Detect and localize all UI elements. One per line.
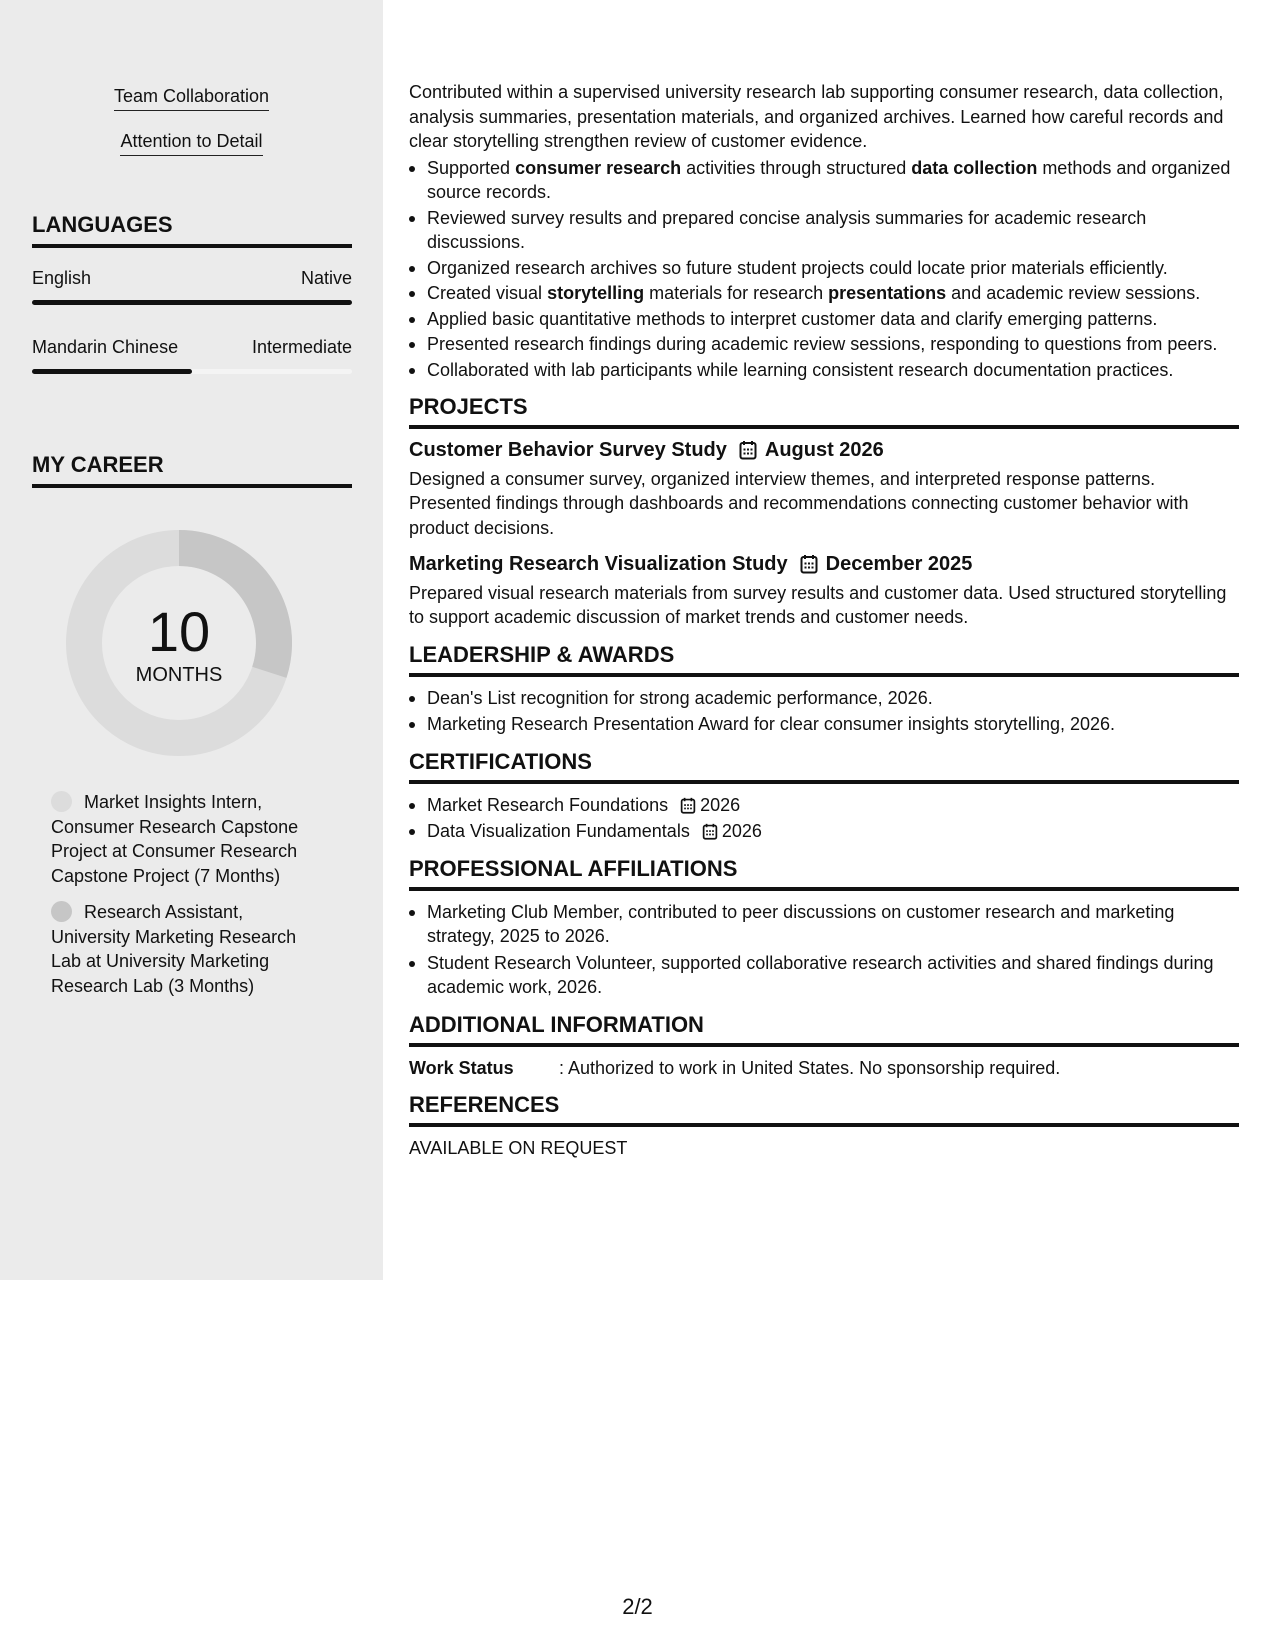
career-total-months: 10 xyxy=(147,600,211,663)
skill-item: Attention to Detail xyxy=(0,131,383,156)
language-bar-fill xyxy=(32,300,352,305)
experience-bullet: Presented research findings during academic review sessions, responding to questions from peers. xyxy=(409,332,1239,357)
experience-bullet: Created visual storytelling materials for research presentations and academic review sessions. xyxy=(409,281,1239,306)
additional-info-heading: ADDITIONAL INFORMATION xyxy=(409,1012,1239,1047)
language-bar-english xyxy=(32,300,352,305)
references-value: AVAILABLE ON REQUEST xyxy=(409,1138,628,1158)
project-title: Marketing Research Visualization Study December 2025 xyxy=(409,553,973,575)
certification-year: 2026 xyxy=(721,821,762,841)
language-row-english xyxy=(32,268,352,289)
list-item: Marketing Club Member, contributed to peer discussions on customer research and marketing strategy, 2025 to 2026. xyxy=(409,900,1239,949)
experience-bullets xyxy=(409,156,1239,383)
calendar-icon xyxy=(739,440,757,460)
sidebar xyxy=(0,0,383,1280)
calendar-icon xyxy=(702,823,718,840)
references-heading: REFERENCES xyxy=(409,1092,1239,1127)
projects-heading: PROJECTS xyxy=(409,394,1239,429)
language-bar-mandarin xyxy=(32,369,352,374)
experience-bullet: Collaborated with lab participants while learning consistent research documentation practices. xyxy=(409,358,1239,383)
experience-summary: Contributed within a supervised university research lab supporting consumer research, data collection, analysis summaries, presentation materials, and organized archives. Learned how careful records and clear storytelling strengthen review of customer evidence. xyxy=(409,82,1224,151)
leadership-list xyxy=(409,686,1239,737)
keyword: presentations xyxy=(828,283,947,303)
main-content xyxy=(409,80,1239,1161)
certification-item: Data Visualization Fundamentals 2026 xyxy=(409,819,1239,844)
certifications-list xyxy=(409,793,1239,844)
experience-bullet: Reviewed survey results and prepared concise analysis summaries for academic research discussions. xyxy=(409,206,1239,255)
career-item: Market Insights Intern, Consumer Research Capstone Project at Consumer Research Capstone Project (7 Months) xyxy=(51,792,299,886)
experience-bullet: Supported consumer research activities through structured data collection methods and organized source records. xyxy=(409,156,1239,205)
language-level: Intermediate xyxy=(251,337,352,357)
language-bar-fill xyxy=(32,369,192,374)
affiliations-list xyxy=(409,900,1239,1000)
career-unit-label: MONTHS xyxy=(135,664,223,686)
career-legend-dot xyxy=(51,791,72,812)
keyword: data collection xyxy=(911,157,1038,178)
affiliations-heading: PROFESSIONAL AFFILIATIONS xyxy=(409,856,1239,891)
language-name: Mandarin Chinese xyxy=(32,337,179,357)
work-status-value: : Authorized to work in United States. No sponsorship required. xyxy=(559,1057,1061,1078)
list-item: Dean's List recognition for strong academic performance, 2026. xyxy=(409,686,1239,711)
calendar-icon xyxy=(800,554,818,574)
language-row-mandarin xyxy=(32,337,352,358)
list-item: Marketing Research Presentation Award for clear consumer insights storytelling, 2026. xyxy=(409,712,1239,737)
skill-item: Team Collaboration xyxy=(0,86,383,111)
career-legend-dot xyxy=(51,901,72,922)
work-status-label: Work Status xyxy=(409,1057,514,1078)
list-item: Student Research Volunteer, supported collaborative research activities and shared findings during academic work, 2026. xyxy=(409,951,1239,1000)
certifications-heading: CERTIFICATIONS xyxy=(409,749,1239,784)
experience-bullet: Applied basic quantitative methods to interpret customer data and clarify emerging patterns. xyxy=(409,307,1239,332)
certification-year: 2026 xyxy=(700,794,741,815)
project-description: Prepared visual research materials from survey results and customer data. Used structured storytelling to support academic discussion of market trends and customer needs. xyxy=(409,582,1227,627)
career-item: Research Assistant, University Marketing Research Lab at University Marketing Research Lab (3 Months) xyxy=(51,902,297,996)
project-date: August 2026 xyxy=(764,439,884,461)
certification-item: Market Research Foundations 2026 xyxy=(409,793,1239,818)
work-status-row xyxy=(409,1056,1239,1081)
page-number: 2/2 xyxy=(622,1594,653,1619)
project-description: Designed a consumer survey, organized interview themes, and interpreted response patterns. Presented findings through dashboards and recommendations connecting customer behavior with product decisions. xyxy=(409,468,1189,538)
language-name: English xyxy=(32,268,92,288)
languages-heading: LANGUAGES xyxy=(32,212,352,248)
leadership-heading: LEADERSHIP & AWARDS xyxy=(409,642,1239,677)
calendar-icon xyxy=(680,797,696,814)
experience-bullet: Organized research archives so future student projects could locate prior materials efficiently. xyxy=(409,256,1239,281)
career-heading: MY CAREER xyxy=(32,452,352,488)
keyword: storytelling xyxy=(547,283,645,303)
keyword: consumer research xyxy=(515,157,682,178)
language-level: Native xyxy=(300,268,352,288)
project-title: Customer Behavior Survey Study August 2026 xyxy=(409,439,884,461)
project-date: December 2025 xyxy=(825,553,973,575)
